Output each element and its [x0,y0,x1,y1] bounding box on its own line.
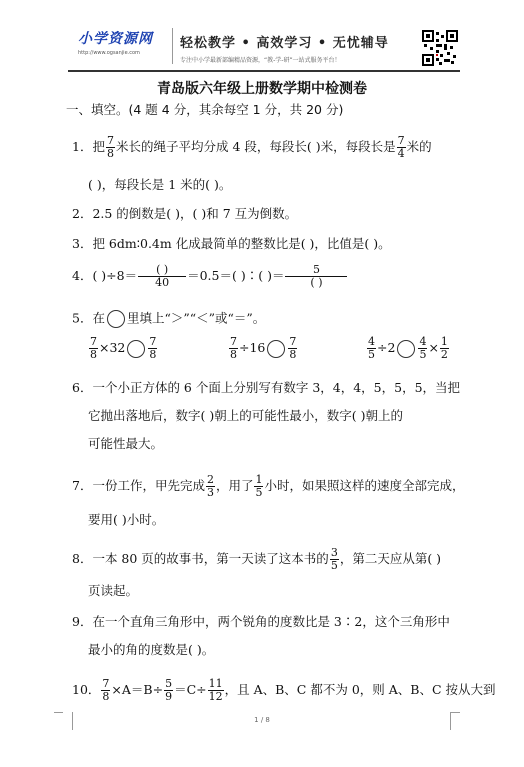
answer-circle[interactable] [397,340,415,358]
compare-item-b: $\frac{7}{8}$ ÷16 $\frac{7}{8}$ [230,335,297,361]
compare-item-c: $\frac{4}{5}$ ÷2 $\frac{4}{5}$ × $\frac{1}{2}$ [368,335,448,361]
header-rule [68,70,460,72]
question-4: 4．( )÷8＝ $\frac{( )}{40}$ ＝0.5＝( )∶( )＝ $\frac{5}{( )}$ [72,264,348,289]
question-8: 8．一本 80 页的故事书，第一天读了这本书的 $\frac{3}{5}$ ，第二天应从第( ) [72,546,442,572]
fraction: $\frac{2}{3}$ [206,473,214,499]
question-1: 1．把 $\frac{7}{8}$ 米长的绳子平均分成 4 段，每段长( )米，每段长是 $\frac{7}{4}$ 米的 [72,134,432,160]
question-9-line2: 最小的角的度数是( )。 [88,642,215,657]
answer-circle[interactable] [127,340,145,358]
question-1-line2: ( )，每段长是 1 米的( )。 [88,177,232,192]
question-7: 7．一份工作，甲先完成 $\frac{2}{3}$ ，用了 $\frac{1}{5}$ 小时，如果照这样的速度全部完成， [72,473,465,499]
question-number: 2． [72,206,93,221]
question-number: 1． [72,139,93,154]
fraction: $\frac{7}{8}$ [106,134,114,160]
question-number: 5． [72,310,93,326]
question-6-line2: 它抛出落地后，数字( )朝上的可能性最小，数字( )朝上的 [88,408,403,423]
question-10: 10． $\frac{7}{8}$ ×A＝B÷ $\frac{5}{9}$ ＝C÷ $\frac{11}{12}$ ，且 A、B、C 都不为 0，则 A、B、C 按从大到 [72,677,496,703]
question-number: 9． [72,614,93,629]
question-6-line3: 可能性最大。 [88,436,164,451]
section-heading: 一、填空。(4 题 4 分，其余每空 1 分，共 20 分) [66,102,344,117]
answer-circle[interactable] [267,340,285,358]
question-8-line2: 页读起。 [88,583,139,598]
question-2: 2．2.5 的倒数是( )，( )和 7 互为倒数。 [72,206,298,221]
question-number: 8． [72,551,93,566]
question-9: 9．在一个直角三角形中，两个锐角的度数比是 3∶2，这个三角形中 [72,614,450,629]
fraction: $\frac{7}{4}$ [397,134,405,160]
question-7-line2: 要用( )小时。 [88,512,165,527]
page-corner-line [54,712,63,713]
fraction: $\frac{7}{8}$ [102,677,110,703]
question-number: 6． [72,380,93,395]
logo-url: http://www.ogsanjie.com [78,50,140,56]
question-number: 4． [72,268,93,283]
fraction: $\frac{1}{5}$ [255,473,263,499]
page-corner-line [451,712,460,713]
fraction: $\frac{( )}{40}$ [138,264,186,289]
logo-text: 小学资源网 [78,31,153,47]
header-slogan: 轻松教学 • 高效学习 • 无忧辅导 [180,36,389,51]
qr-code-icon [422,30,458,66]
page-number: 1 / 8 [254,716,270,724]
question-number: 7． [72,478,93,493]
fraction: $\frac{3}{5}$ [330,546,338,572]
answer-circle[interactable] [107,310,125,328]
fraction: $\frac{5}{( )}$ [285,264,347,289]
question-6: 6．一个小正方体的 6 个面上分别写有数字 3，4，4，5，5，5，当把 [72,380,461,395]
question-3: 3．把 6dm∶0.4m 化成最简单的整数比是( )，比值是( )。 [72,236,391,251]
document-title: 青岛版六年级上册数学期中检测卷 [157,81,367,97]
header-divider [172,28,173,64]
fraction: $\frac{11}{12}$ [208,677,223,703]
question-5-items [88,336,158,361]
site-logo[interactable] [78,28,153,56]
header-subtext: 专注中小学最新部编精品资源，“教-学-研”一站式服务平台！ [180,57,341,64]
question-number: 10． [72,682,101,697]
compare-item-a: $\frac{7}{8}$ ×32 $\frac{7}{8}$ [90,335,157,361]
question-number: 3． [72,236,93,251]
fraction: $\frac{5}{9}$ [165,677,173,703]
question-5: 5．在 里填上“＞”“＜”或“＝”。 [72,310,265,328]
